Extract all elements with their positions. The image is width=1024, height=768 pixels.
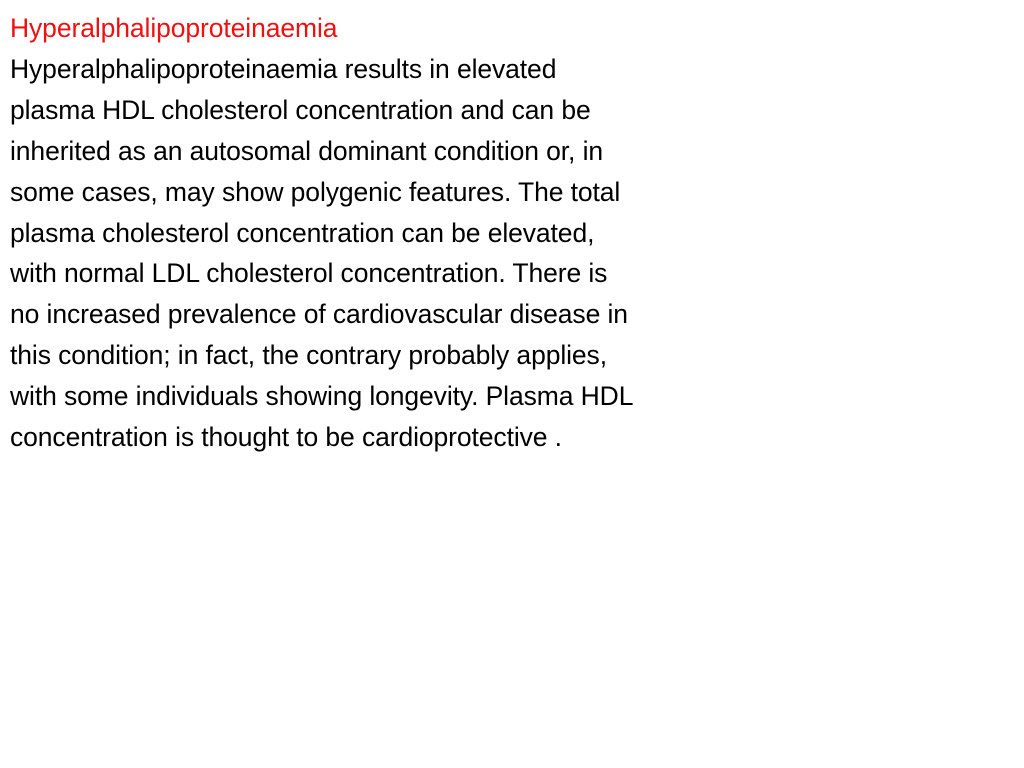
body-line: some cases, may show polygenic features. The total [10,176,621,207]
body-line: concentration is thought to be cardioprotective . [10,422,562,453]
body-line: no increased prevalence of cardiovascular disease in [10,299,628,330]
body-line: with normal LDL cholesterol concentration. There is [10,258,608,289]
body-line: Hyperalphalipoproteinaemia results in elevated [10,53,557,84]
body-line: plasma cholesterol concentration can be elevated, [10,217,595,248]
text-block [10,8,770,458]
slide-title: Hyperalphalipoproteinaemia [10,13,338,43]
body-line: this condition; in fact, the contrary probably applies, [10,340,607,371]
body-line: plasma HDL cholesterol concentration and can be [10,94,591,125]
body-line: inherited as an autosomal dominant condition or, in [10,135,604,166]
body-line: with some individuals showing longevity. Plasma HDL [10,381,634,412]
